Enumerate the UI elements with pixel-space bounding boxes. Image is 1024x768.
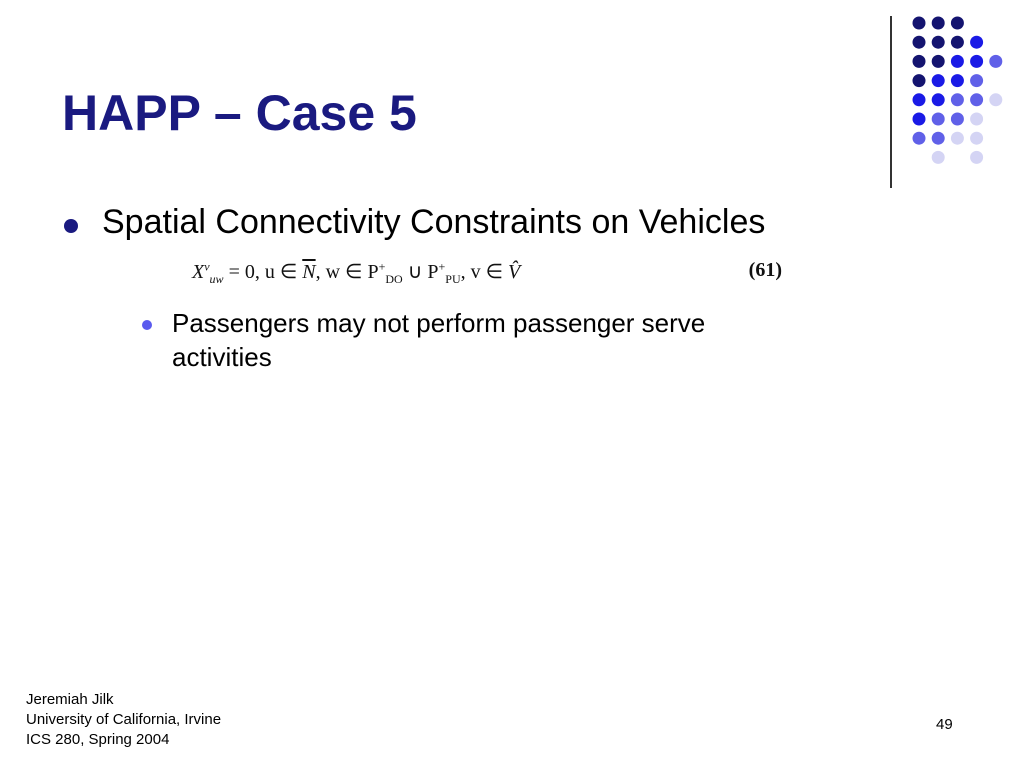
decorative-dot bbox=[951, 36, 964, 49]
eq-x-sup: v bbox=[204, 259, 210, 274]
footer-course: ICS 280, Spring 2004 bbox=[26, 731, 170, 748]
decorative-dot bbox=[970, 36, 983, 49]
eq-p1-sup: + bbox=[378, 259, 386, 274]
page-number: 49 bbox=[936, 716, 953, 733]
decorative-dot bbox=[913, 93, 926, 106]
eq-p2-sub: PU bbox=[445, 272, 461, 286]
decorative-dot bbox=[932, 151, 945, 164]
footer-info bbox=[26, 690, 221, 750]
eq-x-sub: uw bbox=[209, 272, 224, 286]
decorative-dot bbox=[932, 74, 945, 87]
decorative-dot bbox=[970, 74, 983, 87]
decorative-dot bbox=[951, 55, 964, 68]
decorative-vertical-line bbox=[890, 16, 892, 188]
decorative-dot bbox=[932, 17, 945, 30]
eq-part-2: , w ∈ P bbox=[315, 261, 379, 283]
decorative-dot bbox=[970, 113, 983, 126]
eq-part-1: = 0, u ∈ bbox=[223, 261, 303, 283]
decorative-dot bbox=[970, 93, 983, 106]
decorative-dot bbox=[913, 55, 926, 68]
decorative-dot bbox=[989, 55, 1002, 68]
eq-part-3: , v ∈ bbox=[460, 261, 509, 283]
decorative-dot bbox=[932, 93, 945, 106]
decorative-dot bbox=[951, 17, 964, 30]
footer-author: Jeremiah Jilk bbox=[26, 691, 114, 708]
slide-title: HAPP – Case 5 bbox=[62, 85, 417, 141]
equation-expression bbox=[192, 259, 520, 287]
sub-bullet-marker bbox=[142, 320, 152, 330]
decorative-dot bbox=[913, 36, 926, 49]
decorative-dot bbox=[970, 151, 983, 164]
decorative-dot bbox=[932, 113, 945, 126]
decorative-dot bbox=[913, 74, 926, 87]
equation-number: (61) bbox=[748, 259, 782, 281]
equation-61 bbox=[192, 254, 782, 290]
decorative-dot bbox=[913, 17, 926, 30]
eq-p2-sup: + bbox=[438, 259, 446, 274]
decorative-dot bbox=[913, 132, 926, 145]
decorative-dot bbox=[951, 113, 964, 126]
eq-v-hat: V̂ bbox=[508, 261, 521, 283]
eq-p1-sub: DO bbox=[385, 272, 403, 286]
decorative-dot bbox=[989, 93, 1002, 106]
eq-x: X bbox=[192, 261, 205, 283]
eq-n-bar: $\overline{N}$ bbox=[302, 261, 316, 283]
footer-institution: University of California, Irvine bbox=[26, 711, 222, 728]
decorative-dot bbox=[932, 132, 945, 145]
decorative-dot bbox=[932, 55, 945, 68]
decorative-dot bbox=[913, 113, 926, 126]
decorative-dot bbox=[951, 93, 964, 106]
bullet-marker bbox=[64, 219, 78, 233]
decorative-dot bbox=[932, 36, 945, 49]
eq-union: ∪ P bbox=[402, 261, 439, 283]
sub-bullet-text: Passengers may not perform passenger serve activities bbox=[172, 308, 706, 372]
decorative-dot bbox=[970, 55, 983, 68]
decorative-dot bbox=[951, 74, 964, 87]
bullet-text: Spatial Connectivity Constraints on Vehicles bbox=[102, 203, 766, 241]
decorative-dot bbox=[951, 132, 964, 145]
decorative-dot bbox=[970, 132, 983, 145]
